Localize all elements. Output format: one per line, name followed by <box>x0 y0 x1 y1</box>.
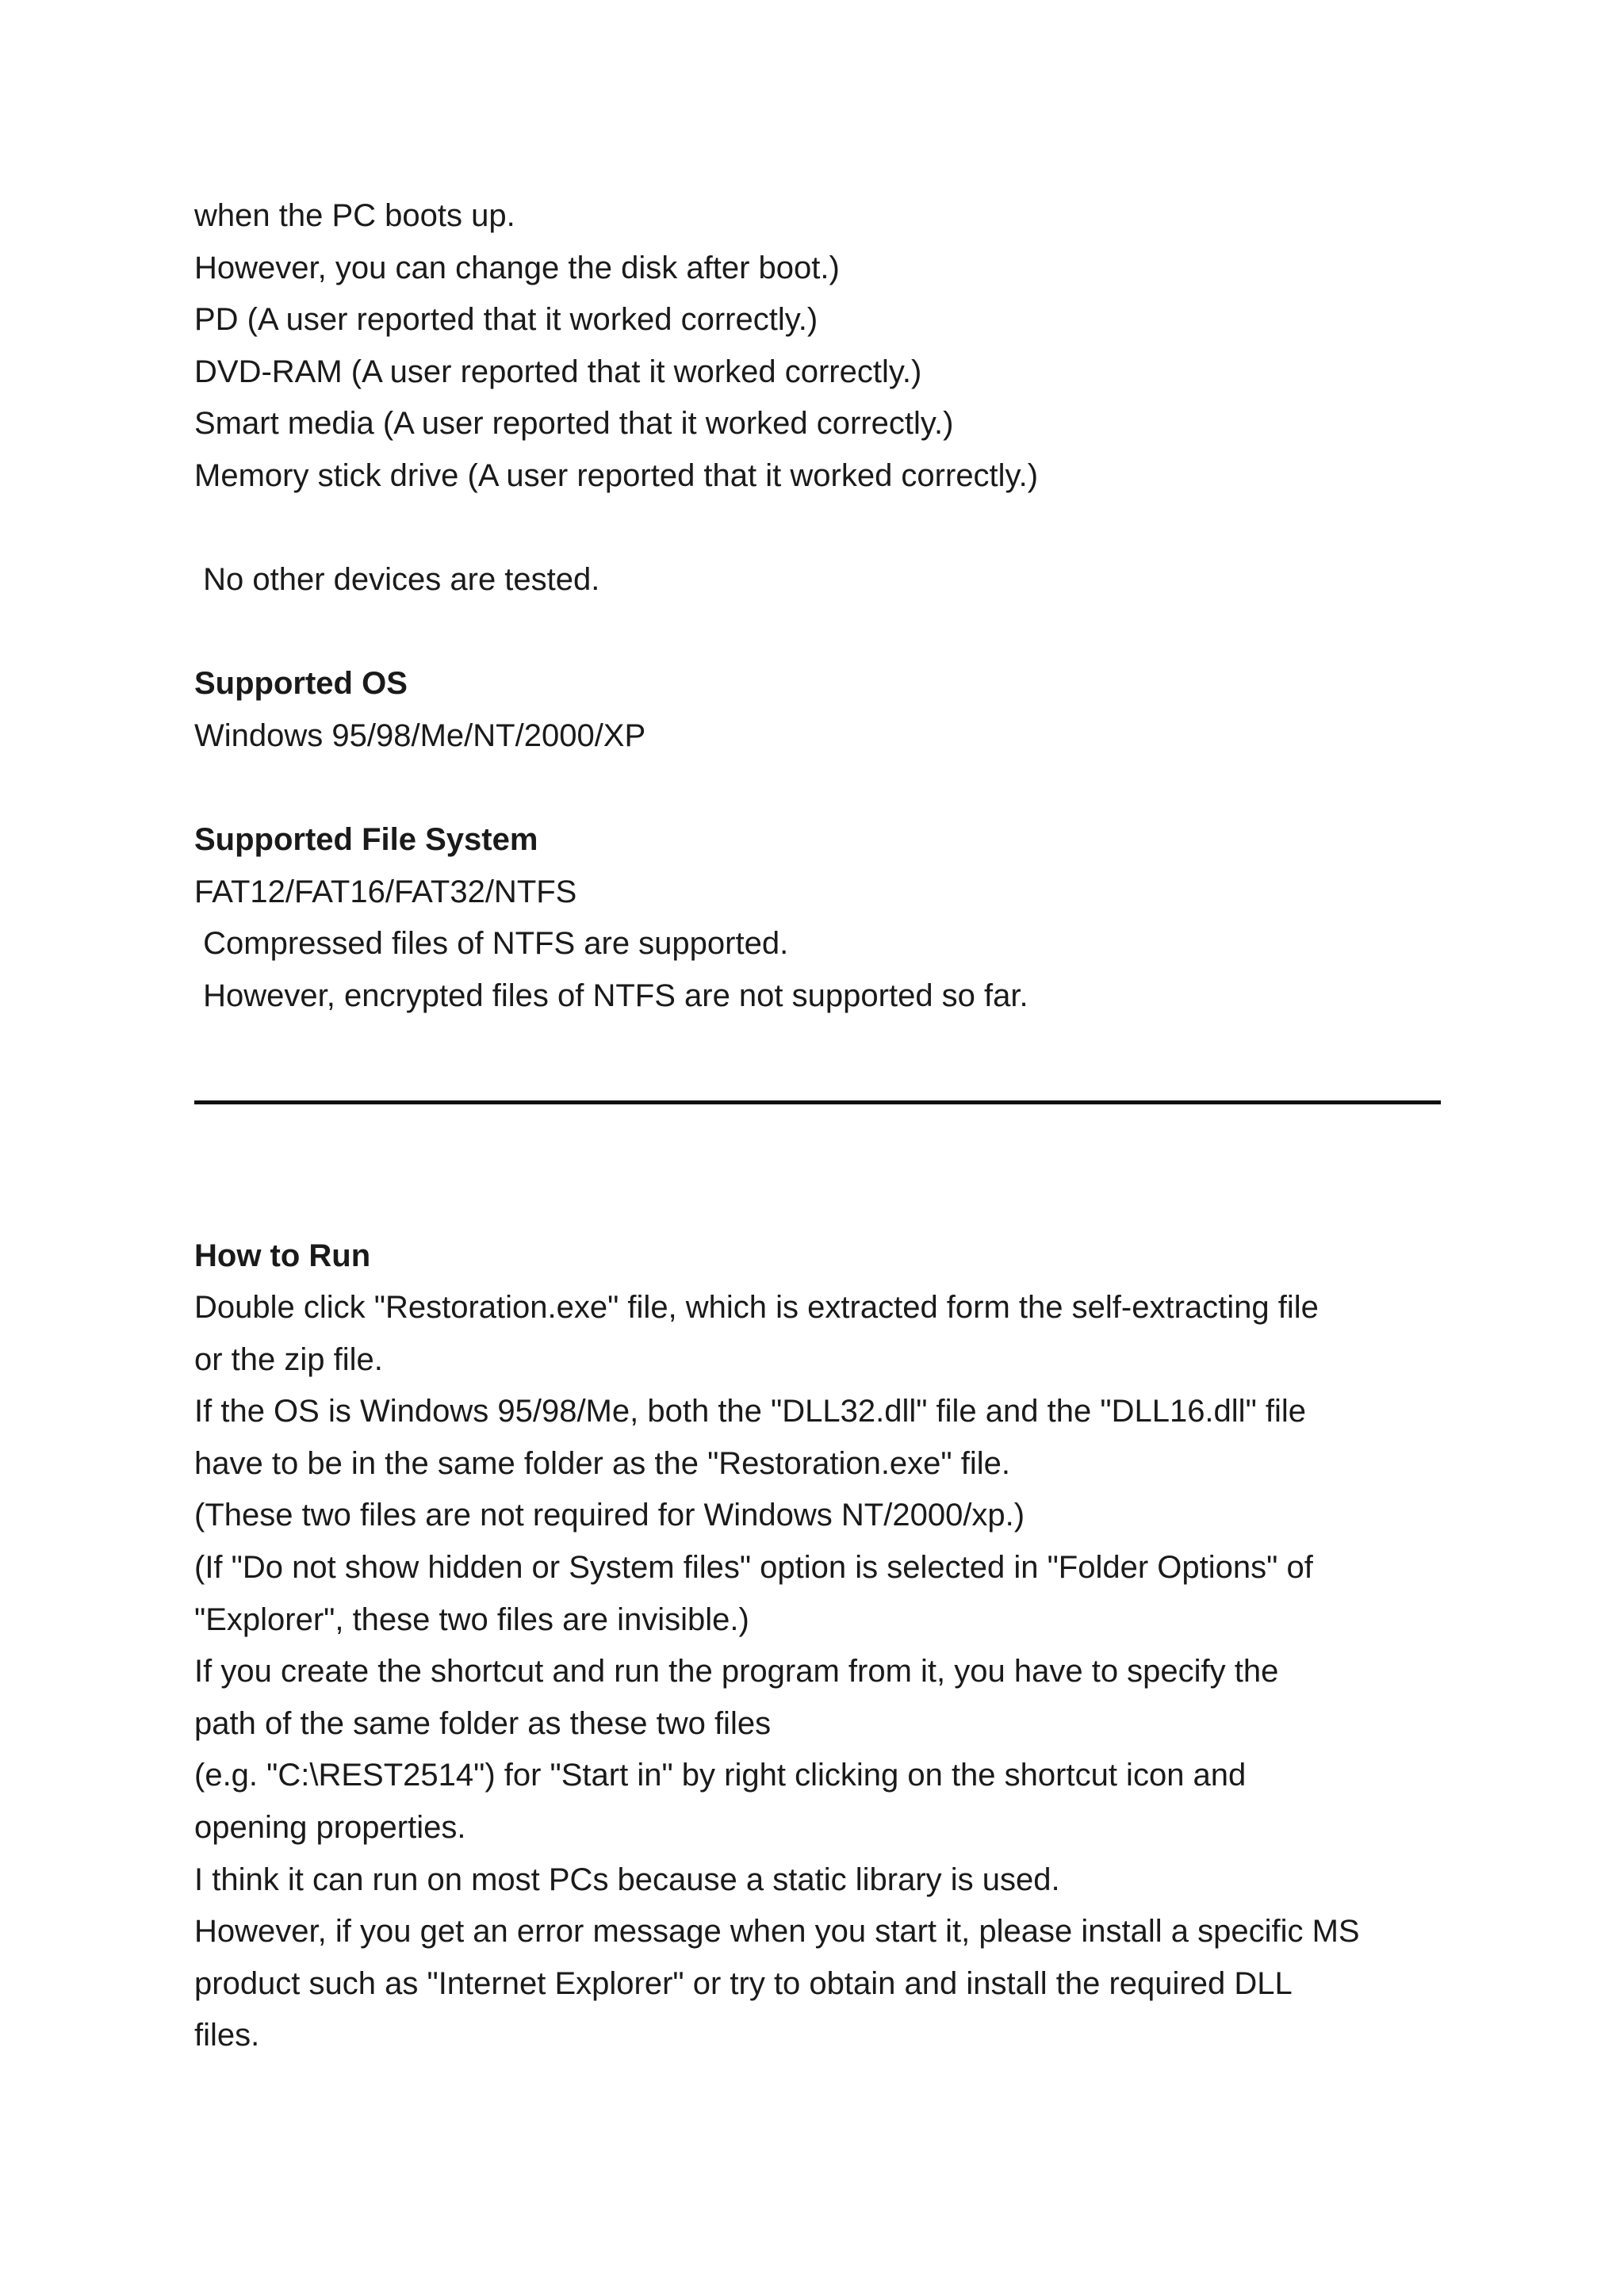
text-line: Windows 95/98/Me/NT/2000/XP <box>194 718 646 753</box>
supported-os-section <box>194 658 1447 762</box>
spacer <box>194 763 1447 815</box>
text-line: Memory stick drive (A user reported that it worked correctly.) <box>194 457 1039 493</box>
text-line: However, you can change the disk after boot.) <box>194 250 840 285</box>
text-line: If the OS is Windows 95/98/Me, both the "DLL32.dll" file and the "DLL16.dll" file <box>194 1394 1307 1429</box>
text-line: FAT12/FAT16/FAT32/NTFS <box>194 874 577 909</box>
devices-section <box>194 190 1447 607</box>
text-line: product such as "Internet Explorer" or try to obtain and install the required DLL <box>194 1965 1293 2001</box>
text-line: (e.g. "C:\REST2514") for "Start in" by right clicking on the shortcut icon and <box>194 1758 1247 1793</box>
section-heading: Supported OS <box>194 666 408 702</box>
text-line: Double click "Restoration.exe" file, which is extracted form the self-extracting file <box>194 1290 1319 1326</box>
text-line: However, if you get an error message when you start it, please install a specific MS <box>194 1914 1360 1950</box>
text-line: "Explorer", these two files are invisible.) <box>194 1601 749 1637</box>
divider-block <box>194 1023 1447 1230</box>
text-line: when the PC boots up. <box>194 198 515 233</box>
text-line: DVD-RAM (A user reported that it worked correctly.) <box>194 354 922 389</box>
devices-note: No other devices are tested. <box>194 562 600 598</box>
text-line: PD (A user reported that it worked correctly.) <box>194 302 818 338</box>
section-heading: How to Run <box>194 1238 371 1273</box>
supported-fs-section <box>194 814 1447 1022</box>
spacer <box>194 503 1447 555</box>
text-line: I think it can run on most PCs because a static library is used. <box>194 1862 1060 1897</box>
document-page <box>194 190 1447 2062</box>
text-line: opening properties. <box>194 1810 466 1846</box>
text-line: Compressed files of NTFS are supported. <box>194 926 789 962</box>
horizontal-divider <box>194 1100 1441 1104</box>
spacer <box>194 607 1447 659</box>
text-line: (These two files are not required for Windows NT/2000/xp.) <box>194 1498 1025 1533</box>
text-line: If you create the shortcut and run the program from it, you have to specify the <box>194 1654 1279 1689</box>
text-line: files. <box>194 2018 260 2053</box>
text-line: have to be in the same folder as the "Restoration.exe" file. <box>194 1445 1010 1481</box>
how-to-run-section <box>194 1230 1447 2063</box>
text-line: or the zip file. <box>194 1341 383 1377</box>
text-line: (If "Do not show hidden or System files" option is selected in "Folder Options" of <box>194 1550 1313 1586</box>
text-line: path of the same folder as these two files <box>194 1705 772 1741</box>
text-line: Smart media (A user reported that it worked correctly.) <box>194 406 954 442</box>
text-line: However, encrypted files of NTFS are not supported so far. <box>194 978 1028 1013</box>
section-heading: Supported File System <box>194 822 538 858</box>
